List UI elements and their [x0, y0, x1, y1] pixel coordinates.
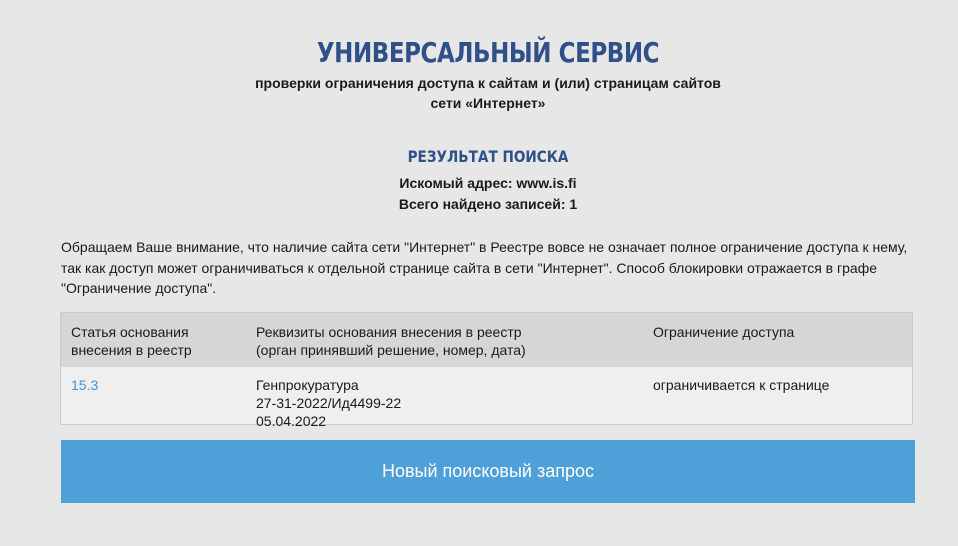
- subtitle-line-1: проверки ограничения доступа к сайтам и (или) страницам сайтов: [255, 75, 721, 91]
- decision-date: 05.04.2022: [256, 413, 327, 429]
- service-subtitle: [0, 73, 958, 113]
- authority: Генпрокуратура: [256, 377, 359, 393]
- subtitle-line-2: сети «Интернет»: [430, 95, 546, 111]
- result-title: РЕЗУЛЬТАТ ПОИСКА: [407, 147, 569, 166]
- notice-text: Обращаем Ваше внимание, что наличие сайта сети "Интернет" в Реестре вовсе не означает полное ограничение доступа к нему, так как доступ может ограничиваться к отдельной странице сайта в сети "Интернет". Способ блокировки отражается в графе "Ограничение доступа".: [61, 239, 908, 296]
- column-header-article: [71, 323, 241, 359]
- column-header-restriction: [653, 323, 903, 341]
- searched-address: Искомый адрес: www.is.fi: [399, 175, 577, 191]
- total-found: Всего найдено записей: 1: [398, 196, 578, 212]
- result-summary: [0, 173, 958, 215]
- results-table: [60, 312, 913, 429]
- column-header-restriction-line1: Ограничение доступа: [653, 324, 795, 340]
- column-header-requisites-line2: (орган принявший решение, номер, дата): [256, 342, 526, 358]
- restriction-cell: ограничивается к странице: [653, 377, 830, 393]
- new-search-button[interactable]: Новый поисковый запрос: [61, 440, 915, 503]
- column-header-article-line1: Статья основания: [71, 324, 189, 340]
- column-header-article-line2: внесения в реестр: [71, 342, 192, 358]
- column-header-requisites-line1: Реквизиты основания внесения в реестр: [256, 324, 522, 340]
- requisites-cell: [256, 376, 636, 430]
- article-link[interactable]: 15.3: [71, 377, 99, 393]
- service-title: УНИВЕРСАЛЬНЫЙ СЕРВИС: [316, 36, 660, 69]
- column-header-requisites: [256, 323, 636, 359]
- decision-number: 27-31-2022/Ид4499-22: [256, 395, 402, 411]
